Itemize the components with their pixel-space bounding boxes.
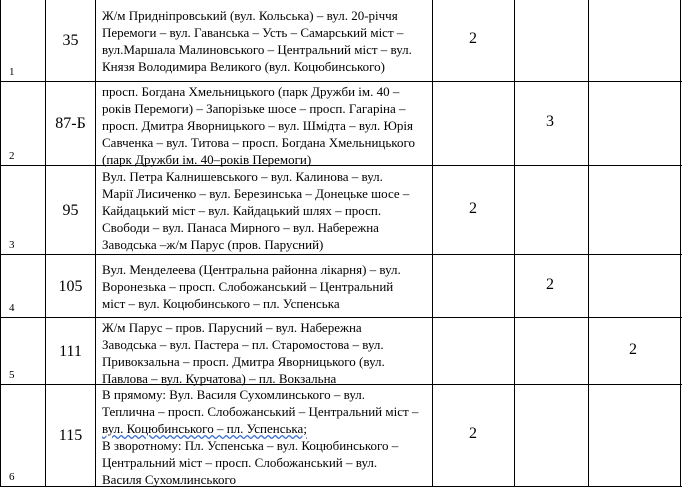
route-description <box>102 319 430 387</box>
vehicle-count: 2 <box>546 276 554 293</box>
column-divider <box>514 0 515 81</box>
row-number: 5 <box>9 369 15 381</box>
route-description-line: років Перемоги) – Запорізьке шосе – просп. Гагаріна – <box>102 101 406 116</box>
column-divider <box>432 255 433 317</box>
route-description <box>102 83 430 168</box>
column-divider <box>514 166 515 254</box>
column-divider <box>0 255 1 317</box>
route-description-line: Вул. Петра Калнишевського – вул. Калинова – вул. <box>102 169 383 184</box>
vehicle-count: 2 <box>469 200 477 217</box>
column-divider <box>588 0 589 81</box>
route-description <box>102 386 430 488</box>
column-divider <box>45 255 46 317</box>
route-description-line: Ж/м Придніпровський (вул. Кольська) – вул. 20-річчя <box>102 8 398 23</box>
column-divider <box>588 385 589 486</box>
column-divider <box>45 166 46 254</box>
row-number: 6 <box>9 471 15 483</box>
route-description-line: Вул. Менделеева (Центральна районна лікарня) – вул. <box>102 262 401 277</box>
column-divider <box>0 82 1 165</box>
row-number: 3 <box>9 239 15 251</box>
route-description-line: вул.Маршала Малиновського – Центральний міст – вул. <box>102 42 412 57</box>
column-divider <box>588 255 589 317</box>
column-divider <box>45 0 46 81</box>
vehicle-count: 2 <box>469 425 477 442</box>
route-description <box>102 7 430 75</box>
route-description <box>102 261 430 312</box>
route-description-line: Князя Володимира Великого (вул. Коцюбинського) <box>102 59 386 74</box>
route-number: 35 <box>62 32 79 49</box>
route-description <box>102 168 430 253</box>
route-description-line: Василя Сухомлинського <box>102 472 236 487</box>
column-divider <box>0 0 1 81</box>
route-number: 105 <box>58 278 83 295</box>
column-divider <box>588 166 589 254</box>
route-description-line: Теплична – просп. Слобожанський – Центральний міст – <box>102 404 419 419</box>
route-description-line: Ж/м Парус – пров. Парусний – вул. Набережна <box>102 320 362 335</box>
route-description-line: Марії Лисиченко – вул. Березинська – Донецьке шосе – <box>102 186 410 201</box>
route-description-line: просп. Богдана Хмельницького (парк Дружби ім. 40 – <box>102 84 400 99</box>
route-description-line: просп. Дмитра Яворницького – вул. Шмідта – вул. Юрія <box>102 118 413 133</box>
route-description-line: Кайдацький міст – вул. Кайдацький шлях – просп. <box>102 203 382 218</box>
column-divider <box>95 166 96 254</box>
route-description-line: Павлова – вул. Курчатова) – пл. Вокзальна <box>102 371 337 386</box>
column-divider <box>680 385 681 486</box>
row-number: 1 <box>9 66 15 78</box>
column-divider <box>45 82 46 165</box>
column-divider <box>680 318 681 384</box>
vehicle-count: 2 <box>629 341 637 358</box>
column-divider <box>0 385 1 486</box>
route-number: 111 <box>59 343 82 360</box>
column-divider <box>432 0 433 81</box>
route-number: 87-Б <box>55 115 86 132</box>
column-divider <box>45 318 46 384</box>
row-number: 4 <box>9 302 15 314</box>
route-description-line: Центральний міст – просп. Слобожанський – вул. <box>102 455 378 470</box>
route-number: 115 <box>58 427 83 444</box>
column-divider <box>514 82 515 165</box>
column-divider <box>514 385 515 486</box>
column-divider <box>588 318 589 384</box>
route-description-line: Привокзальна – просп. Дмитра Яворницького (вул. <box>102 354 385 369</box>
column-divider <box>95 318 96 384</box>
route-description-line: В прямому: Вул. Василя Сухомлинського – вул. <box>102 387 366 402</box>
route-description-line: Заводська – вул. Пастера – пл. Старомостова – вул. <box>102 337 384 352</box>
route-description-line: вул. Коцюбинського – пл. Успенська; <box>102 421 307 436</box>
column-divider <box>0 166 1 254</box>
column-divider <box>95 255 96 317</box>
column-divider <box>95 0 96 81</box>
route-description-line: В зворотному: Пл. Успенська – вул. Коцюбинського – <box>102 438 399 453</box>
column-divider <box>680 255 681 317</box>
route-description-line: Свободи – вул. Панаса Мирного – вул. Набережна <box>102 220 379 235</box>
route-description-line: Заводська –ж/м Парус (пров. Парусний) <box>102 237 324 252</box>
vehicle-count: 2 <box>469 30 477 47</box>
row-number: 2 <box>9 150 15 162</box>
table-row <box>0 385 682 487</box>
column-divider <box>680 166 681 254</box>
column-divider <box>45 385 46 486</box>
column-divider <box>0 318 1 384</box>
vehicle-count: 3 <box>546 113 554 130</box>
column-divider <box>95 385 96 486</box>
table-row <box>0 318 682 385</box>
column-divider <box>514 318 515 384</box>
table-row <box>0 82 682 166</box>
route-description-line: (парк Дружби ім. 40–років Перемоги) <box>102 152 312 167</box>
route-description-line: міст – вул. Коцюбинського – пл. Успенська <box>102 296 340 311</box>
column-divider <box>514 255 515 317</box>
column-divider <box>95 82 96 165</box>
table-row <box>0 0 682 82</box>
table-row <box>0 166 682 255</box>
column-divider <box>432 82 433 165</box>
column-divider <box>680 82 681 165</box>
column-divider <box>680 0 681 81</box>
column-divider <box>588 82 589 165</box>
table-row <box>0 255 682 318</box>
column-divider <box>432 385 433 486</box>
route-number: 95 <box>62 202 79 219</box>
route-description-line: Савченка – вул. Титова – просп. Богдана Хмельницького <box>102 135 415 150</box>
column-divider <box>432 166 433 254</box>
route-description-line: Воронезька – просп. Слобожанський – Центральний <box>102 279 394 294</box>
route-description-line: Перемоги – вул. Гаванська – Усть – Самарський міст – <box>102 25 404 40</box>
column-divider <box>432 318 433 384</box>
